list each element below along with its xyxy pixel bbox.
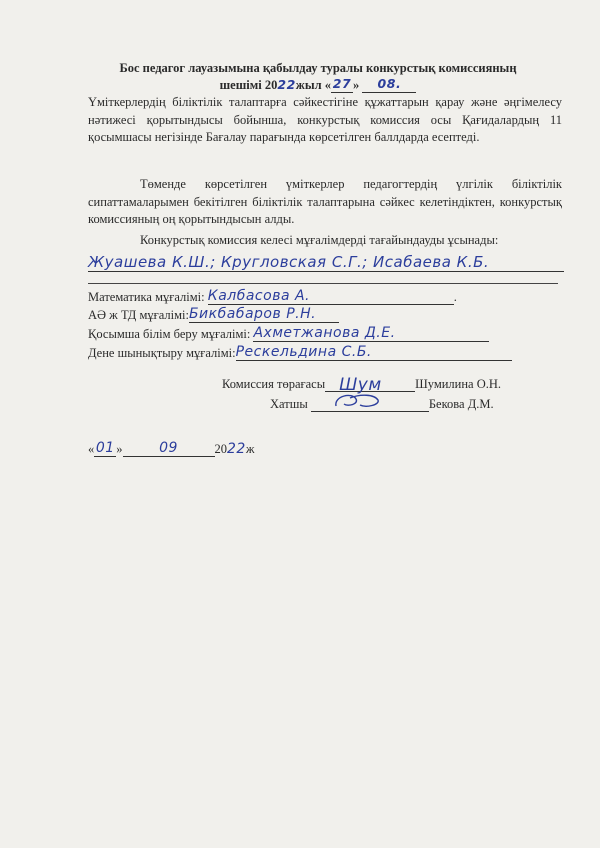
appointment-value-handwritten: Ахметжанова Д.Е. <box>253 325 489 342</box>
appointment-row-nvp <box>88 306 339 323</box>
appointment-row-math <box>88 288 457 305</box>
appointment-value-handwritten: Бикбабаров Р.Н. <box>189 306 339 323</box>
appointment-label: АӘ ж ТД мұғалімі: <box>88 308 189 322</box>
appointment-row-physical-education <box>88 344 512 361</box>
title-jyl: жыл « <box>295 78 331 92</box>
title-mid: » <box>353 78 363 92</box>
appointment-label: Дене шынықтыру мұғалімі: <box>88 346 236 360</box>
title-decision-prefix: шешімі 20 <box>219 78 278 92</box>
date-year-handwritten: 22 <box>227 441 246 457</box>
title-line-2 <box>88 76 548 93</box>
date-year-prefix: 20 <box>214 442 227 456</box>
title-month-handwritten: 08. <box>362 76 416 93</box>
appointment-value-handwritten: Рескельдина С.Б. <box>236 344 512 361</box>
title-day-handwritten: 27 <box>332 76 352 91</box>
title-line-1: Бос педагог лауазымына қабылдау туралы конкурстық комиссияның <box>119 61 517 75</box>
date-close-quote: » <box>116 442 123 456</box>
appointment-suffix: . <box>453 290 457 304</box>
secretary-label: Хатшы <box>270 397 308 411</box>
date-open-quote: « <box>88 442 95 456</box>
chair-name: Шумилина О.Н. <box>415 377 502 391</box>
paragraph-conclusion: Төменде көрсетілген үміткерлер педагогтердің үлгілік біліктілік сипаттамаларымен бекітілген біліктілік талаптарына сәйкес келетіндіктен, конкурстық комиссияның оң қорытындысын алды. <box>88 177 562 226</box>
secretary-name: Бекова Д.М. <box>428 397 494 411</box>
appointment-label: Қосымша білім беру мұғалімі: <box>88 327 251 341</box>
paragraph-recommendation: Конкурстық комиссия келесі мұғалімдерді тағайындауды ұсынады: <box>140 233 499 247</box>
recommended-candidates-handwritten: Жуашева К.Ш.; Кругловская С.Г.; Исабаева К.Б. <box>88 253 564 272</box>
document-date <box>88 440 254 457</box>
date-year-suffix: ж <box>245 442 255 456</box>
document-title <box>88 60 548 93</box>
chair-label: Комиссия төрағасы <box>222 377 326 391</box>
appointment-row-additional-education <box>88 325 489 342</box>
appointment-label: Математика мұғалімі: <box>88 290 205 304</box>
secretary-signature-mark <box>330 390 390 412</box>
blank-rule <box>88 283 558 284</box>
appointment-value-handwritten: Калбасова А. <box>208 288 454 305</box>
title-year-handwritten: 22 <box>277 77 296 92</box>
date-day-handwritten: 01 <box>95 440 115 456</box>
date-month-handwritten: 09 <box>123 440 215 457</box>
paragraph-evaluation: Үміткерлердің біліктілік талаптарға сәйкестігіне құжаттарын қарау және әңгімелесу нәтижесі қорытындысы бойынша, конкурстық комиссия осы Қағидалардың 11 қосымшасы негізінде Бағалау парағында көрсетілген баллдарда есептеді. <box>88 95 562 144</box>
chair-signature-handwritten: Шум <box>339 375 382 395</box>
